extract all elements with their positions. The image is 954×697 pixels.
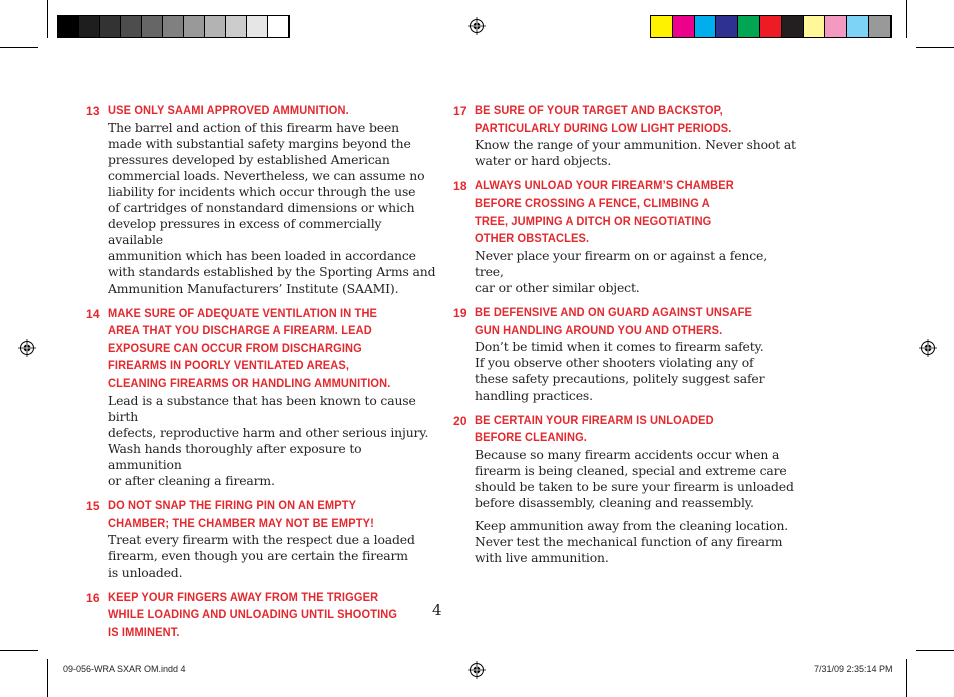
rule-number: 19 [453, 306, 467, 321]
slug-datetime: 7/31/09 2:35:14 PM [814, 664, 893, 674]
color-swatch [847, 16, 869, 37]
left-column [86, 102, 436, 649]
crop-mark [0, 47, 38, 48]
rule-heading: ALWAYS UNLOAD YOUR FIREARM’S CHAMBER BEFORE CROSSING A FENCE, CLIMBING A TREE, JUMPING A DITCH OR NEGOTIATING OTHER OBSTACLES. [475, 178, 734, 246]
color-swatch [695, 16, 717, 37]
crop-mark [47, 0, 48, 38]
rule-heading: DO NOT SNAP THE FIRING PIN ON AN EMPTY CHAMBER; THE CHAMBER MAY NOT BE EMPTY! [108, 498, 374, 530]
registration-mark-icon [919, 339, 937, 357]
registration-mark-icon [18, 339, 36, 357]
color-swatch [163, 16, 184, 37]
color-swatch [673, 16, 695, 37]
grayscale-color-bar [57, 15, 290, 38]
color-swatch [804, 16, 826, 37]
rule-body-paragraph: Keep ammunition away from the cleaning location. Never test the mechanical function of any firearm with live ammunition. [475, 518, 789, 566]
color-swatch [738, 16, 760, 37]
rule-heading: BE DEFENSIVE AND ON GUARD AGAINST UNSAFE GUN HANDLING AROUND YOU AND OTHERS. [475, 305, 753, 337]
color-swatch [205, 16, 226, 37]
color-swatch [142, 16, 163, 37]
safety-rule-item [86, 589, 436, 642]
rule-number: 15 [86, 499, 100, 514]
color-swatch [121, 16, 142, 37]
safety-rule-item [453, 304, 798, 404]
color-swatch [79, 16, 100, 37]
crop-mark [47, 659, 48, 697]
rule-body: Treat every firearm with the respect due a loaded firearm, even though you are certain the firearm is unloaded. [108, 532, 415, 580]
rule-heading: MAKE SURE OF ADEQUATE VENTILATION IN THE AREA THAT YOU DISCHARGE A FIREARM. LEAD EXPOSURE CAN OCCUR FROM DISCHARGING FIREARMS IN POORLY VENTILATED AREAS, CLEANING FIREARMS OR HANDLING AMMUNITION. [108, 305, 391, 390]
rule-number: 16 [86, 590, 100, 605]
color-swatch [651, 16, 673, 37]
safety-rule-item [86, 305, 436, 490]
color-swatch [716, 16, 738, 37]
rule-number: 18 [453, 179, 467, 194]
color-swatch [184, 16, 205, 37]
rule-body: Don’t be timid when it comes to firearm safety. If you observe other shooters violating any of these safety precautions, politely suggest safer handling practices. [475, 339, 765, 403]
color-swatch [247, 16, 268, 37]
process-color-bar [650, 15, 892, 38]
safety-rule-item [453, 102, 798, 169]
slug-filename: 09-056-WRA SXAR OM.indd 4 [63, 664, 186, 674]
safety-rule-item [86, 497, 436, 580]
safety-rule-item [453, 412, 798, 567]
crop-mark [906, 0, 907, 38]
color-swatch [58, 16, 79, 37]
rule-heading: BE SURE OF YOUR TARGET AND BACKSTOP, PARTICULARLY DURING LOW LIGHT PERIODS. [475, 103, 732, 135]
rule-body: Never place your firearm on or against a fence, tree, car or other similar object. [475, 247, 767, 295]
right-column [453, 102, 798, 574]
rule-body: Know the range of your ammunition. Never shoot at water or hard objects. [475, 137, 796, 169]
rule-heading: USE ONLY SAAMI APPROVED AMMUNITION. [108, 103, 349, 117]
rule-number: 14 [86, 306, 100, 321]
color-swatch [760, 16, 782, 37]
color-swatch [869, 16, 891, 37]
rule-heading: BE CERTAIN YOUR FIREARM IS UNLOADED BEFORE CLEANING. [475, 412, 714, 445]
crop-mark [0, 650, 38, 651]
registration-mark-icon [468, 661, 486, 679]
color-swatch [226, 16, 247, 37]
color-swatch [782, 16, 804, 37]
color-swatch [268, 16, 289, 37]
safety-rule-item [86, 102, 436, 297]
rule-number: 13 [86, 104, 100, 118]
rule-number: 20 [453, 413, 467, 428]
rule-body: The barrel and action of this firearm have been made with substantial safety margins beyond the pressures developed by established American commercial loads. Nevertheless, we can assume no liability for incidents which occur through the use of cartridges of nonstandard dimensions or which develop pressures in excess of commercially available ammunition which has been loaded in accordance with standards established by the Sporting Arms and Ammunition Manufacturers’ Institute (SAAMI). [108, 119, 436, 296]
safety-rule-item [453, 177, 798, 296]
rule-body: Because so many firearm accidents occur when a firearm is being cleaned, special and extreme care should be taken to be sure your firearm is unloaded before disassembly, cleaning and reassembly. [475, 446, 794, 511]
rule-number: 17 [453, 104, 467, 118]
crop-mark [906, 659, 907, 697]
color-swatch [100, 16, 121, 37]
color-swatch [825, 16, 847, 37]
registration-mark-icon [468, 17, 486, 35]
page-number: 4 [432, 601, 442, 619]
crop-mark [916, 47, 954, 48]
rule-heading: KEEP YOUR FINGERS AWAY FROM THE TRIGGER WHILE LOADING AND UNLOADING UNTIL SHOOTING IS IMMINENT. [108, 589, 398, 639]
crop-mark [916, 650, 954, 651]
rule-body: Lead is a substance that has been known to cause birth defects, reproductive harm and other serious injury. Wash hands thoroughly after exposure to ammunition or after cleaning a firearm. [108, 392, 429, 489]
